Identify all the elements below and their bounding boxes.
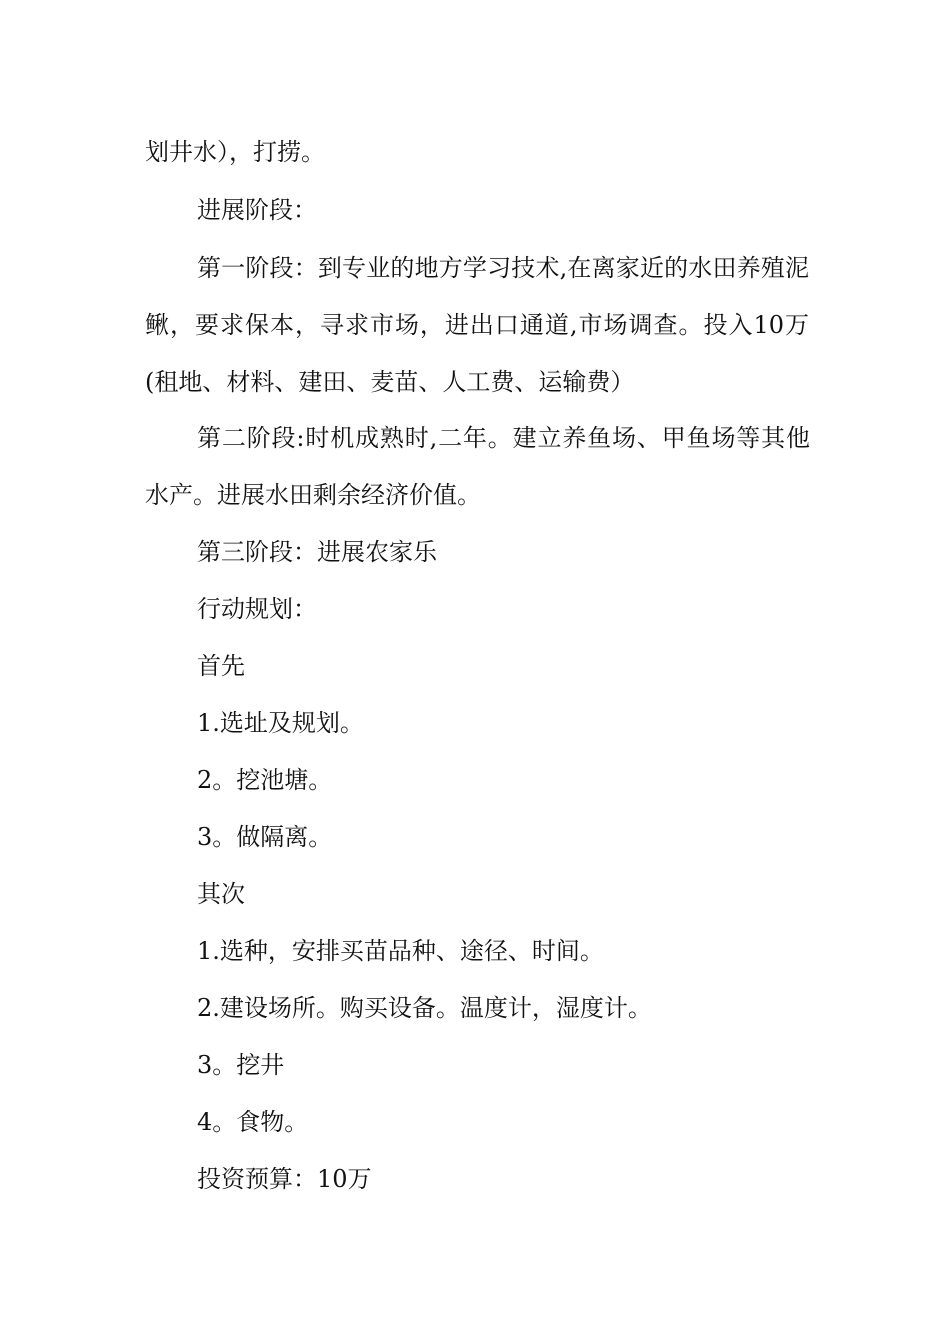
second-item-2: 2.建设场所。购买设备。温度计，湿度计。: [197, 994, 652, 1022]
budget-line: 投资预算：10万: [197, 1165, 372, 1193]
first-item-1: 1.选址及规划。: [197, 709, 364, 737]
progress-heading: 进展阶段：: [197, 196, 317, 224]
action-heading: 行动规划：: [197, 595, 317, 623]
second-heading: 其次: [197, 880, 245, 908]
stage1-paragraph: 第一阶段：到专业的地方学习技术,在离家近的水田养殖泥鳅，要求保本，寻求市场，进出口通道,市场调查。投入10万(租地、材料、建田、麦苗、人工费、运输费）: [145, 254, 809, 396]
second-item-1: 1.选种，安排买苗品种、途径、时间。: [197, 937, 604, 965]
second-item-3: 3。挖井: [197, 1051, 285, 1079]
first-heading: 首先: [197, 652, 245, 680]
stage2-paragraph: 第二阶段:时机成熟时,二年。建立养鱼场、甲鱼场等其他水产。进展水田剩余经济价值。: [145, 424, 810, 509]
first-item-3: 3。做隔离。: [197, 823, 333, 851]
second-item-4: 4。食物。: [197, 1108, 309, 1136]
stage3-line: 第三阶段：进展农家乐: [197, 538, 437, 566]
first-item-2: 2。挖池塘。: [197, 766, 333, 794]
continuation-line: 划井水），打捞。: [145, 138, 325, 166]
